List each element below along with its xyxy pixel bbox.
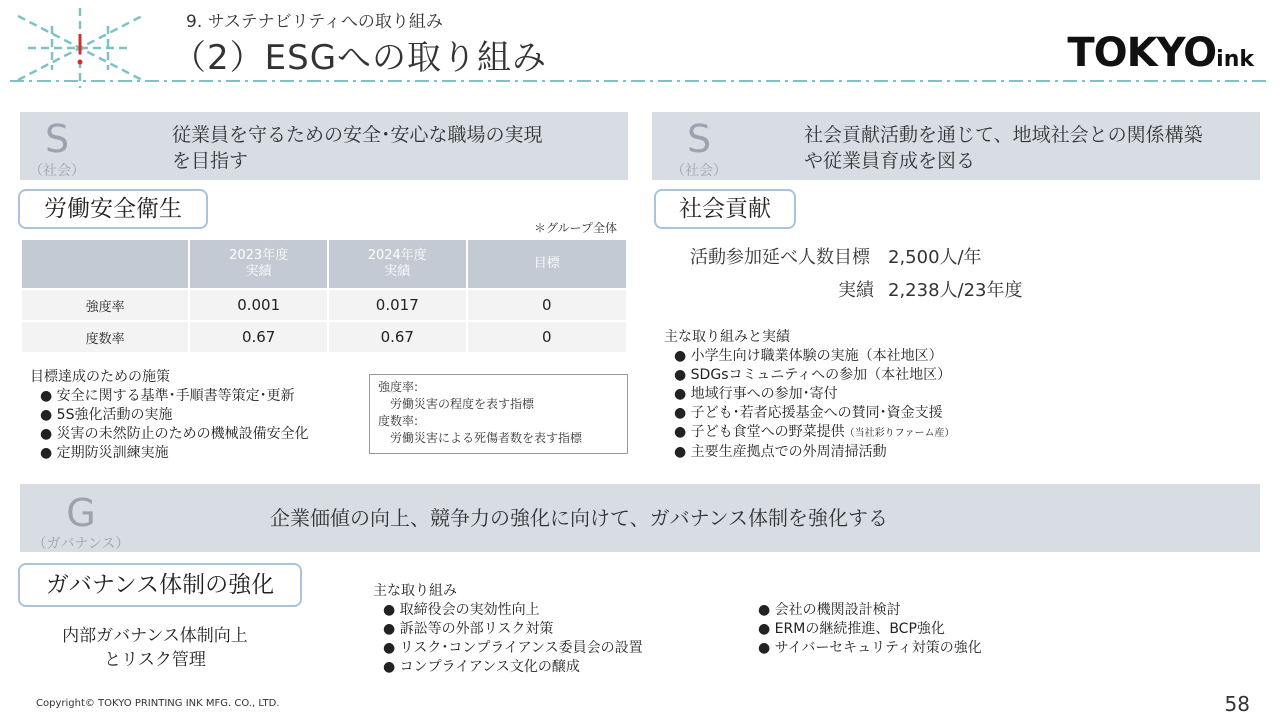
list-item: ● SDGsコミュニティへの参加（本社地区） — [664, 366, 954, 385]
list-item: ● 子ども･若者応援基金への賛同･資金支援 — [664, 404, 954, 423]
list-item: ● 災害の未然防止のための機械設備安全化 — [30, 425, 309, 444]
participation-target-label: 活動参加延べ人数目標 — [690, 247, 870, 268]
table-header-2024: 2024年度 実績 — [329, 240, 466, 288]
cell-target: 0 — [468, 322, 626, 352]
heading-line: や従業員育成を図る — [804, 150, 976, 172]
list-item: ● 小学生向け職業体験の実施（本社地区） — [664, 347, 954, 366]
definition-term: 度数率: — [378, 414, 419, 428]
social-right-heading — [804, 122, 1203, 174]
subtitle-line: とリスク管理 — [104, 650, 206, 670]
list-item: ● 安全に関する基準･手順書等策定･更新 — [30, 387, 309, 406]
copyright: Copyright© TOKYO PRINTING INK MFG. CO., LTD. — [36, 698, 280, 709]
header-divider — [10, 78, 1270, 84]
list-item: ● コンプライアンス文化の醸成 — [373, 658, 643, 677]
row-label: 度数率 — [22, 322, 188, 352]
pill-governance: ガバナンス体制の強化 — [18, 563, 302, 607]
scope-note: ＊グループ全体 — [534, 221, 618, 235]
row-label: 強度率 — [22, 290, 188, 320]
cell-target: 0 — [468, 290, 626, 320]
list-item: ● サイバーセキュリティ対策の強化 — [748, 639, 982, 658]
band-letter-s-left: S — [44, 117, 70, 161]
safety-kpi-table — [20, 238, 628, 354]
farm-note: （当社彩りファーム産） — [844, 428, 955, 439]
list-item: ● ERMの継続推進、BCP強化 — [748, 620, 982, 639]
band-letter-g: G — [66, 491, 96, 535]
band-sublabel-left: （社会） — [29, 163, 85, 179]
pill-social-contribution: 社会貢献 — [654, 189, 796, 229]
social-left-heading — [172, 122, 543, 174]
heading-line: 社会貢献活動を通じて、地域社会との関係構築 — [804, 124, 1203, 146]
definitions-box — [369, 374, 628, 454]
participation-target-value: 2,500人/年 — [888, 247, 982, 268]
page-number: 58 — [1224, 692, 1250, 716]
participation-actual-value: 2,238人/23年度 — [888, 280, 1023, 301]
list-item: ● 5S強化活動の実施 — [30, 406, 309, 425]
list-item: ● 子ども食堂への野菜提供（当社彩りファーム産） — [664, 423, 954, 443]
page-title: （2）ESGへの取り組み — [172, 38, 548, 78]
list-item: ● 主要生産拠点での外周清掃活動 — [664, 443, 954, 462]
measures-title: 目標達成のための施策 — [30, 369, 170, 385]
list-item: ● 訴訟等の外部リスク対策 — [373, 620, 643, 639]
logo-sub: ink — [1216, 47, 1254, 72]
table-row — [22, 322, 626, 352]
band-sublabel-g: （ガバナンス） — [32, 536, 130, 552]
definition-text: 労働災害の程度を表す指標 — [390, 397, 535, 411]
definition-term: 強度率: — [378, 380, 419, 394]
safety-measures — [30, 368, 309, 463]
cell-2023: 0.67 — [190, 322, 327, 352]
pill-labor-safety: 労働安全衛生 — [18, 189, 208, 229]
company-logo — [1067, 30, 1254, 76]
participation-actual-label: 実績 — [838, 280, 874, 301]
heading-line: を目指す — [172, 150, 249, 172]
social-initiatives — [664, 328, 954, 462]
table-header-2023: 2023年度 実績 — [190, 240, 327, 288]
list-item: ● リスク･コンプライアンス委員会の設置 — [373, 639, 643, 658]
list-item: ● 定期防災訓練実施 — [30, 444, 309, 463]
list-item: ● 会社の機関設計検討 — [748, 601, 982, 620]
governance-subtitle — [30, 624, 280, 672]
list-item: ● 地域行事への参加･寄付 — [664, 385, 954, 404]
cell-2024: 0.67 — [329, 322, 466, 352]
cell-2024: 0.017 — [329, 290, 466, 320]
band-sublabel-right: （社会） — [671, 163, 727, 179]
initiatives-title: 主な取り組み — [373, 583, 457, 599]
table-header-empty — [22, 240, 188, 288]
heading-line: 従業員を守るための安全･安心な職場の実現 — [172, 124, 543, 146]
initiatives-title: 主な取り組みと実績 — [664, 329, 790, 345]
logo-main: TOKYO — [1067, 30, 1217, 76]
table-row — [22, 290, 626, 320]
governance-heading: 企業価値の向上、競争力の強化に向けて、ガバナンス体制を強化する — [270, 506, 888, 530]
list-item: ● 取締役会の実効性向上 — [373, 601, 643, 620]
subtitle-line: 内部ガバナンス体制向上 — [62, 626, 248, 646]
band-letter-s-right: S — [686, 117, 712, 161]
cell-2023: 0.001 — [190, 290, 327, 320]
table-header-row — [22, 240, 626, 288]
governance-initiatives-col2 — [748, 601, 982, 658]
governance-initiatives-col1 — [373, 582, 643, 677]
section-label: 9. サステナビリティへの取り組み — [186, 12, 443, 32]
table-header-target: 目標 — [468, 240, 626, 288]
definition-text: 労働災害による死傷者数を表す指標 — [390, 431, 583, 445]
